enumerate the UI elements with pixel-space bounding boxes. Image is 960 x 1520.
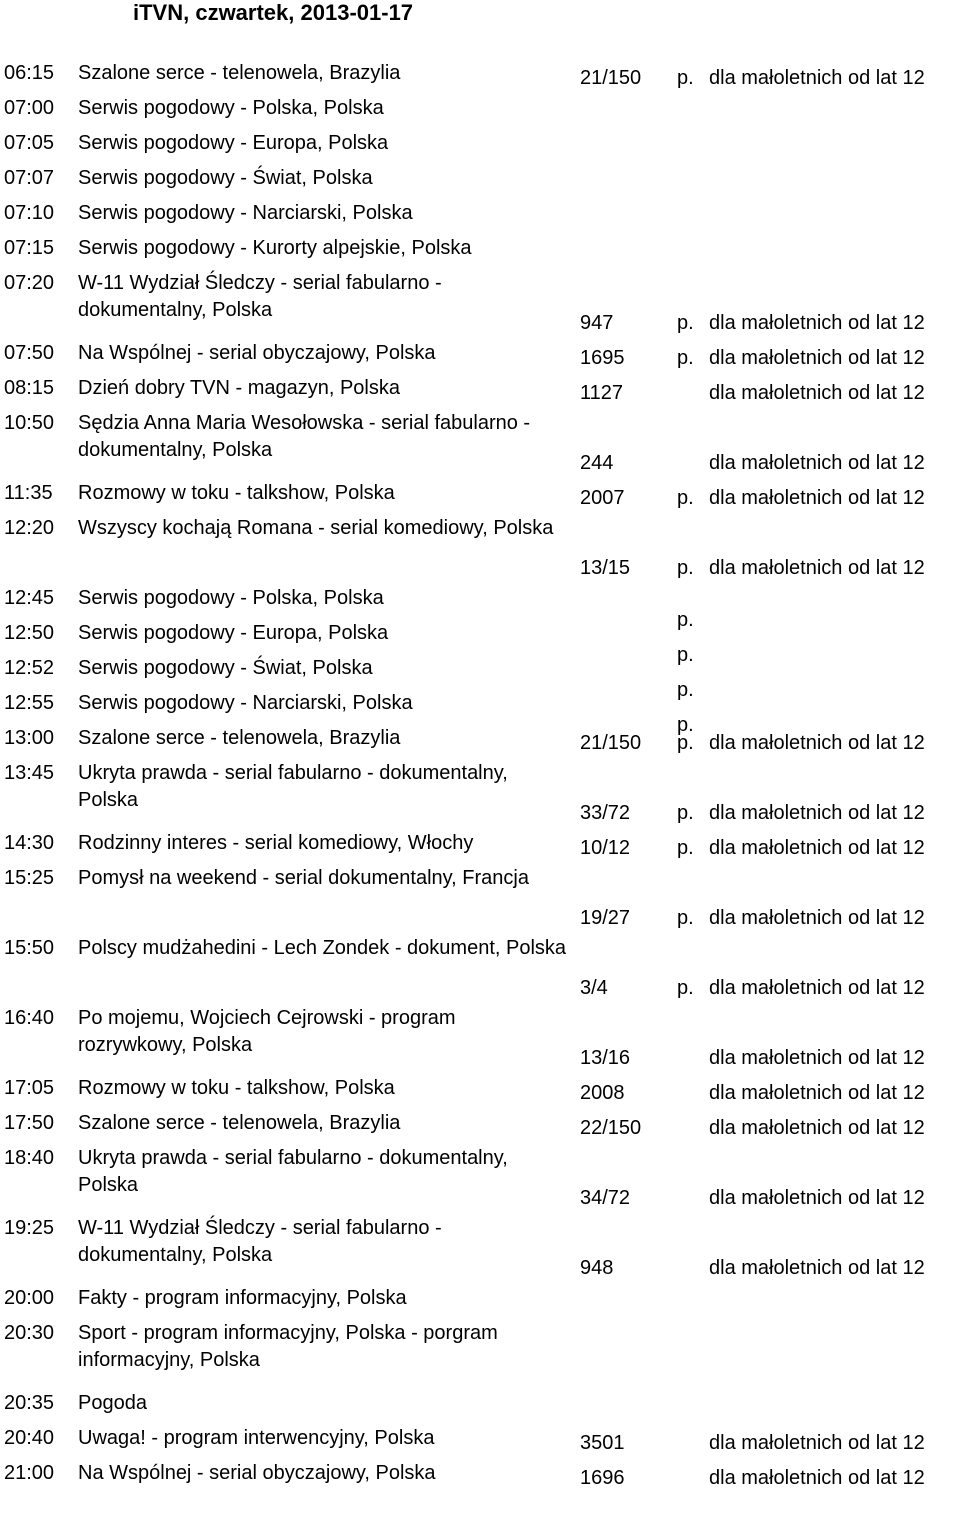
age-rating: dla małoletnich od lat 12 — [709, 557, 925, 579]
program-title: Pogoda — [78, 1392, 147, 1414]
episode-number: 22/150 — [580, 1117, 642, 1139]
episode-number: 244 — [580, 452, 614, 474]
program-time: 12:50 — [4, 622, 55, 644]
schedule-row — [0, 935, 960, 999]
program-time: 15:50 — [4, 937, 55, 959]
schedule-row — [0, 270, 960, 334]
program-time: 06:15 — [4, 62, 55, 84]
program-time: 12:52 — [4, 657, 55, 679]
schedule-row — [0, 1460, 960, 1520]
episode-marker: p. — [677, 67, 694, 89]
schedule-row — [0, 760, 960, 824]
program-time: 20:40 — [4, 1427, 55, 1449]
age-rating: dla małoletnich od lat 12 — [709, 1117, 925, 1139]
episode-marker: p. — [677, 977, 694, 999]
program-title: Szalone serce - telenowela, Brazylia — [78, 1112, 401, 1134]
program-title: Rozmowy w toku - talkshow, Polska — [78, 482, 395, 504]
episode-number: 1696 — [580, 1467, 625, 1489]
program-title: Polscy mudżahedini - Lech Zondek - dokument, Polska — [78, 937, 567, 959]
program-title: Sędzia Anna Maria Wesołowska - serial fabularno - dokumentalny, Polska — [78, 412, 531, 461]
program-title: Rozmowy w toku - talkshow, Polska — [78, 1077, 395, 1099]
program-title: Ukryta prawda - serial fabularno - dokumentalny, Polska — [78, 762, 508, 811]
program-time: 07:00 — [4, 97, 55, 119]
age-rating: dla małoletnich od lat 12 — [709, 1047, 925, 1069]
episode-number: 13/16 — [580, 1047, 631, 1069]
episode-marker: p. — [677, 557, 694, 579]
program-time: 07:15 — [4, 237, 55, 259]
program-title: Sport - program informacyjny, Polska - porgram informacyjny, Polska — [78, 1322, 498, 1371]
episode-number: 2008 — [580, 1082, 625, 1104]
age-rating: dla małoletnich od lat 12 — [709, 487, 925, 509]
program-title: Serwis pogodowy - Kurorty alpejskie, Polska — [78, 237, 472, 259]
program-time: 18:40 — [4, 1147, 55, 1169]
episode-number: 21/150 — [580, 732, 642, 754]
age-rating: dla małoletnich od lat 12 — [709, 1467, 925, 1489]
episode-number: 1695 — [580, 347, 625, 369]
program-time: 07:07 — [4, 167, 55, 189]
program-title: Po mojemu, Wojciech Cejrowski - program rozrywkowy, Polska — [78, 1007, 456, 1056]
episode-number: 3501 — [580, 1432, 625, 1454]
program-title: Na Wspólnej - serial obyczajowy, Polska — [78, 342, 436, 364]
program-time: 11:35 — [4, 482, 53, 504]
age-rating: dla małoletnich od lat 12 — [709, 907, 925, 929]
age-rating: dla małoletnich od lat 12 — [709, 1187, 925, 1209]
program-time: 07:50 — [4, 342, 55, 364]
program-time: 14:30 — [4, 832, 55, 854]
program-title: Wszyscy kochają Romana - serial komediowy, Polska — [78, 517, 554, 539]
episode-marker: p. — [677, 347, 694, 369]
age-rating: dla małoletnich od lat 12 — [709, 977, 925, 999]
program-time: 07:10 — [4, 202, 55, 224]
age-rating: dla małoletnich od lat 12 — [709, 802, 925, 824]
program-title: Szalone serce - telenowela, Brazylia — [78, 62, 401, 84]
episode-number: 3/4 — [580, 977, 608, 999]
program-title: Serwis pogodowy - Świat, Polska — [78, 167, 373, 189]
episode-marker: p. — [677, 907, 694, 929]
schedule-row — [0, 865, 960, 929]
program-title: W-11 Wydział Śledczy - serial fabularno - dokumentalny, Polska — [78, 272, 442, 321]
schedule-row — [0, 1145, 960, 1209]
schedule-row — [0, 1320, 960, 1380]
episode-number: 1127 — [580, 382, 624, 404]
episode-marker: p. — [677, 679, 694, 701]
age-rating: dla małoletnich od lat 12 — [709, 732, 925, 754]
episode-number: 19/27 — [580, 907, 631, 929]
age-rating: dla małoletnich od lat 12 — [709, 837, 925, 859]
episode-marker: p. — [677, 644, 694, 666]
program-title: Serwis pogodowy - Polska, Polska — [78, 587, 384, 609]
program-time: 17:50 — [4, 1112, 55, 1134]
episode-number: 34/72 — [580, 1187, 631, 1209]
program-title: Serwis pogodowy - Narciarski, Polska — [78, 692, 413, 714]
program-title: W-11 Wydział Śledczy - serial fabularno - dokumentalny, Polska — [78, 1217, 442, 1266]
age-rating: dla małoletnich od lat 12 — [709, 1432, 925, 1454]
program-time: 13:45 — [4, 762, 55, 784]
age-rating: dla małoletnich od lat 12 — [709, 1257, 925, 1279]
program-title: Ukryta prawda - serial fabularno - dokumentalny, Polska — [78, 1147, 508, 1196]
episode-number: 2007 — [580, 487, 625, 509]
episode-marker: p. — [677, 732, 694, 754]
episode-marker: p. — [677, 312, 694, 334]
program-time: 17:05 — [4, 1077, 55, 1099]
program-time: 07:20 — [4, 272, 55, 294]
episode-marker: p. — [677, 837, 694, 859]
age-rating: dla małoletnich od lat 12 — [709, 67, 925, 89]
program-title: Serwis pogodowy - Europa, Polska — [78, 132, 389, 154]
schedule-row — [0, 410, 960, 474]
program-time: 12:45 — [4, 587, 55, 609]
episode-marker: p. — [677, 714, 694, 736]
program-title: Serwis pogodowy - Świat, Polska — [78, 657, 373, 679]
age-rating: dla małoletnich od lat 12 — [709, 312, 925, 334]
episode-number: 33/72 — [580, 802, 631, 824]
episode-number: 13/15 — [580, 557, 631, 579]
page-title: iTVN, czwartek, 2013-01-17 — [133, 0, 414, 25]
episode-marker: p. — [677, 487, 694, 509]
program-time: 19:25 — [4, 1217, 55, 1239]
program-title: Na Wspólnej - serial obyczajowy, Polska — [78, 1462, 436, 1484]
program-time: 20:00 — [4, 1287, 55, 1309]
program-time: 16:40 — [4, 1007, 55, 1029]
schedule-row — [0, 1215, 960, 1279]
episode-marker: p. — [677, 609, 694, 631]
program-title: Serwis pogodowy - Polska, Polska — [78, 97, 384, 119]
episode-number: 21/150 — [580, 67, 642, 89]
program-time: 07:05 — [4, 132, 55, 154]
program-time: 15:25 — [4, 867, 55, 889]
schedule-row — [0, 1005, 960, 1069]
program-title: Szalone serce - telenowela, Brazylia — [78, 727, 401, 749]
program-title: Dzień dobry TVN - magazyn, Polska — [78, 377, 400, 399]
program-title: Pomysł na weekend - serial dokumentalny, Francja — [78, 867, 529, 889]
program-time: 10:50 — [4, 412, 55, 434]
program-title: Uwaga! - program interwencyjny, Polska — [78, 1427, 435, 1449]
program-time: 08:15 — [4, 377, 55, 399]
program-time: 12:55 — [4, 692, 55, 714]
program-time: 13:00 — [4, 727, 55, 749]
episode-marker: p. — [677, 802, 694, 824]
episode-number: 948 — [580, 1257, 614, 1279]
program-title: Serwis pogodowy - Europa, Polska — [78, 622, 389, 644]
program-title: Rodzinny interes - serial komediowy, Włochy — [78, 832, 474, 854]
program-time: 21:00 — [4, 1462, 55, 1484]
age-rating: dla małoletnich od lat 12 — [709, 1082, 925, 1104]
program-time: 20:30 — [4, 1322, 55, 1344]
episode-number: 10/12 — [580, 837, 631, 859]
program-time: 20:35 — [4, 1392, 55, 1414]
age-rating: dla małoletnich od lat 12 — [709, 382, 925, 404]
program-title: Fakty - program informacyjny, Polska — [78, 1287, 407, 1309]
program-title: Serwis pogodowy - Narciarski, Polska — [78, 202, 413, 224]
age-rating: dla małoletnich od lat 12 — [709, 347, 925, 369]
episode-number: 947 — [580, 312, 614, 334]
age-rating: dla małoletnich od lat 12 — [709, 452, 925, 474]
program-time: 12:20 — [4, 517, 55, 539]
schedule-row — [0, 515, 960, 579]
